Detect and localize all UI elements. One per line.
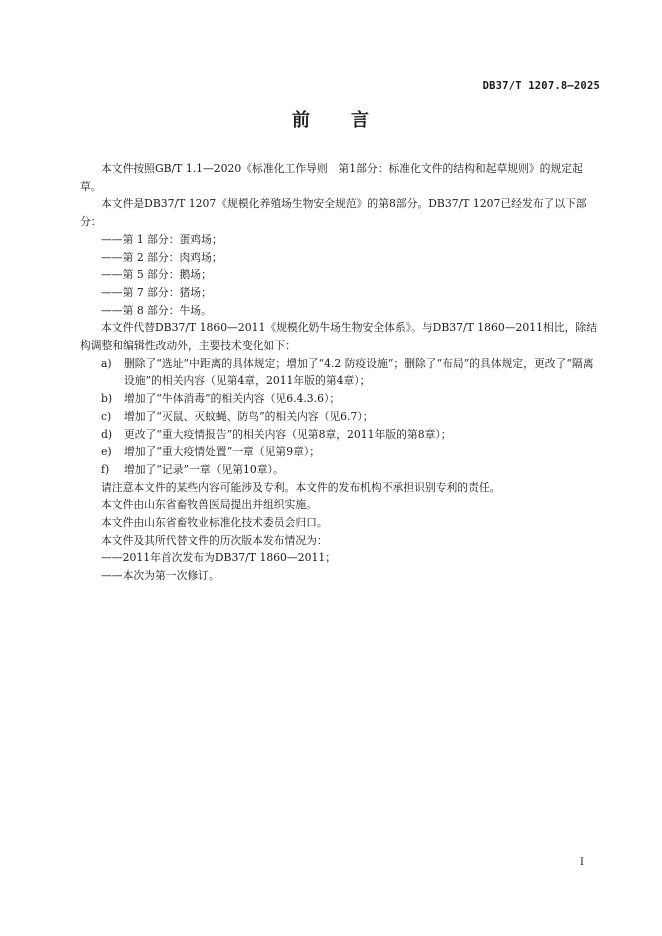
foreword-body [80, 160, 600, 585]
change-text: 增加了“牛体消毒”的相关内容（见6.4.3.6）； [124, 392, 341, 406]
change-list-item [80, 355, 600, 390]
part-list-item: ——第 1 部分：蛋鸡场； [101, 232, 223, 246]
paragraph-series-info: 本文件是DB37/T 1207《规模化养殖场生物安全规范》的第8部分。DB37/T 1207已经发布了以下部分： [80, 197, 587, 229]
paragraph-drafting-basis: 本文件按照GB/T 1.1—2020《标准化工作导则 第1部分：标准化文件的结构和起草规则》的规定起草。 [80, 162, 583, 193]
change-marker: d) [101, 427, 113, 441]
paragraph-history-intro: 本文件及其所代替文件的历次版本发布情况为： [101, 533, 328, 547]
paragraph-proposer: 本文件由山东省畜牧兽医局提出并组织实施。 [101, 498, 317, 512]
change-marker: e) [101, 445, 112, 459]
change-text: 增加了“重大疫情处置”一章（见第9章）； [124, 445, 321, 459]
change-marker: b) [101, 392, 113, 406]
change-marker: c) [101, 409, 112, 423]
title-char-1: 前 [292, 110, 311, 131]
title-char-2: 言 [351, 110, 370, 131]
change-text: 更改了“重大疫情报告”的相关内容（见第8章，2011年版的第8章）； [124, 427, 452, 441]
part-list-item: ——第 2 部分：肉鸡场； [101, 250, 223, 264]
change-marker: f) [101, 462, 110, 476]
change-list-item [80, 461, 600, 479]
paragraph-patent-notice: 请注意本文件的某些内容可能涉及专利。本文件的发布机构不承担识别专利的责任。 [101, 480, 501, 494]
change-list-item [80, 443, 600, 461]
change-list-item [80, 408, 600, 426]
history-list-item: ——2011年首次发布为DB37/T 1860—2011； [101, 551, 337, 565]
page-title [0, 106, 662, 132]
change-text: 增加了“记录”一章（见第10章）。 [124, 462, 284, 476]
standard-number: DB37/T 1207.8—2025 [482, 80, 600, 92]
part-list-item: ——第 5 部分：鹅场； [101, 268, 212, 282]
paragraph-committee: 本文件由山东省畜牧业标准化技术委员会归口。 [101, 516, 328, 530]
part-list-item: ——第 8 部分：牛场。 [101, 303, 212, 317]
change-text: 删除了“选址”中距离的具体规定；增加了“4.2 防疫设施”；删除了“布局”的具体规定，更改了“隔离设施”的相关内容（见第4章，2011年版的第4章）； [124, 356, 594, 388]
change-list-item [80, 426, 600, 444]
change-marker: a) [101, 356, 112, 370]
change-list-item [80, 390, 600, 408]
history-list-item: ——本次为第一次修订。 [101, 569, 220, 583]
paragraph-replacement: 本文件代替DB37/T 1860—2011《规模化奶牛场生物安全体系》。与DB37/T 1860—2011相比，除结构调整和编辑性改动外，主要技术变化如下： [80, 321, 598, 353]
change-text: 增加了“灭鼠、灭蚊蝇、防鸟”的相关内容（见6.7）； [124, 409, 374, 423]
page-number: I [580, 857, 584, 868]
part-list-item: ——第 7 部分：猪场； [101, 285, 212, 299]
